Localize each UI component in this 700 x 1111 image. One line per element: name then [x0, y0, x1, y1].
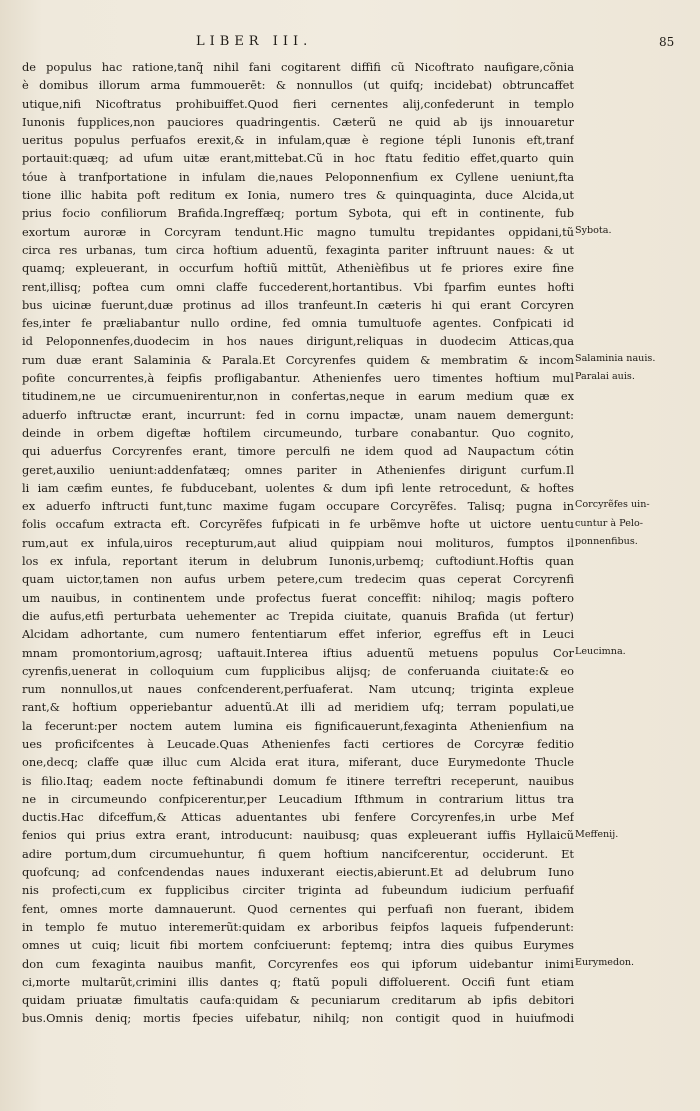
text-line: is filio.Itaq; eadem nocte feftinabundi domum fe itinere terreftri receperunt, nauibus: [22, 773, 574, 788]
text-line: titudinem,ne ue circumuenirentur,non in confertas,neque in earum medium quæ ex: [22, 389, 574, 404]
text-line: mnam promontorium,agrosq; uaftauit.Interea iftius aduentũ metuens populus Cor: [22, 645, 574, 660]
text-line: la fecerunt:per noctem autem lumina eis fignificauerunt,fexaginta Athenienfium na: [22, 718, 574, 733]
text-line: circa res urbanas, tum circa hoftium aduentũ, fexaginta pariter inftruunt naues: & ut: [22, 242, 574, 257]
text-line: in templo fe mutuo interemerũt:quidam ex arboribus feipfos laqueis fufpenderunt:: [22, 919, 574, 934]
text-line: fent, omnes morte damnauerunt. Quod cernentes qui perfuafi non fuerant, ibidem: [22, 901, 574, 916]
text-line: los ex infula, reportant iterum in delubrum Iunonis,urbemq; cuftodiunt.Hoftis quan: [22, 554, 574, 569]
text-line: pofite concurrentes,à feipfis profligabantur. Athenienfes uero timentes hoftium mul: [22, 371, 574, 386]
text-line: li iam cæfim euntes, fe fubducebant, uolentes & dum ipfi lente retrocedunt, & hoftes: [22, 480, 574, 495]
marginal-note: Corcyrẽfes uin-: [575, 499, 650, 511]
text-line: ci,morte multarũt,crimini illis dantes q; ftatũ populi diffoluerent. Occifi funt etiam: [22, 974, 574, 989]
page-number: 85: [659, 35, 675, 49]
text-line: folis occafum extracta eft. Corcyrẽfes fufpicati in fe urbẽmve hofte ut uictore uentu: [22, 517, 574, 532]
text-line: fes,inter fe præliabantur nullo ordine, fed omnia tumultuofe agentes. Confpicati id: [22, 316, 574, 331]
text-line: rum duæ erant Salaminia & Parala.Et Corcyrenfes quidem & membratim & incom: [22, 352, 574, 367]
text-line: ne in circumeundo confpicerentur,per Leucadium Ifthmum in contrarium littus tra: [22, 791, 574, 806]
text-line: ues proficifcentes à Leucade.Quas Athenienfes facti certiores de Corcyræ feditio: [22, 736, 574, 751]
text-line: omnes ut cuiq; licuit fibi mortem confciuerunt: feptemq; intra dies quibus Eurymes: [22, 938, 574, 953]
text-line: de populus hac ratione,tanq̃ nihil fani cogitarent diffifi cũ Nicoftrato naufigare,cõnia: [22, 60, 574, 74]
text-line: quamq; expleuerant, in occurfum hoftiũ mittũt, Athenièfibus ut fe priores exire fine: [22, 261, 574, 276]
text-line: geret,auxilio ueniunt:addenfatæq; omnes pariter in Athenienfes dirigunt curfum.Il: [22, 462, 574, 477]
marginal-note: Leucimna.: [575, 645, 626, 657]
text-line: bus.Omnis deniq; mortis fpecies uifebatur, nihilq; non contigit quod in huiufmodi: [22, 1011, 574, 1026]
text-line: rant,& hoftium opperiebantur aduentũ.At illi ad meridiem ufq; terram populati,ue: [22, 700, 574, 715]
text-line: quam uictor,tamen non aufus urbem petere,cum tredecim quas ceperat Corcyrenfi: [22, 572, 574, 587]
running-title: LIBER III.: [196, 34, 313, 49]
marginal-note: Sybota.: [575, 224, 612, 236]
text-line: qui aduerfus Corcyrenfes erant, timore perculfi ne idem quod ad Naupactum cótin: [22, 444, 574, 459]
text-line: rent,illisq; poftea cum omni claffe fuccederent,hortantibus. Vbi fparfim euntes hofti: [22, 279, 574, 294]
text-line: rum nonnullos,ut naues confcenderent,perfuaferat. Nam utcunq; triginta expleue: [22, 682, 574, 697]
text-line: id Peloponnenfes,duodecim in hos naues dirigunt,reliquas in duodecim Atticas,qua: [22, 334, 574, 349]
text-line: nis profecti,cum ex fupplicibus circiter triginta ad fubeundum iudicium perfuafif: [22, 883, 574, 898]
text-line: ductis.Hac difceffum,& Atticas aduentantes ubi fenfere Corcyrenfes,in urbe Mef: [22, 810, 574, 825]
marginal-note: Meffenij.: [575, 828, 619, 840]
text-line: tione illic habita poft reditum ex Ionia, numero tres & quinquaginta, duce Alcida,ut: [22, 188, 574, 203]
page-header: [0, 34, 700, 52]
marginal-note: Eurymedon.: [575, 956, 635, 968]
text-line: don cum fexaginta nauibus manfit, Corcyrenfes eos qui ipforum uidebantur inimi: [22, 956, 574, 971]
main-text-column: [22, 58, 574, 1028]
text-line: adire portum,dum circumuehuntur, fi quem hoftium nancifcerentur, occiderunt. Et: [22, 846, 574, 861]
text-line: die aufus,etfi perturbata uehementer ac Trepida ciuitate, quanuis Brafida (ut fertur): [22, 608, 574, 623]
text-line: Alcidam adhortante, cum numero fententiarum effet inferior, egreffus eft in Leuci: [22, 627, 574, 642]
text-line: quofcunq; ad confcendendas naues induxerant eiectis,abierunt.Et ad delubrum Iuno: [22, 865, 574, 880]
text-line: Iunonis fupplices,non pauciores quadringentis. Cæterũ ne quid ab ijs innouaretur: [22, 114, 574, 129]
text-line: cyrenfis,uenerat in colloquium cum fupplicibus alijsq; de conferuanda ciuitate:& eo: [22, 663, 574, 678]
marginal-note: Paralai auis.: [575, 371, 635, 383]
marginal-notes: [575, 58, 697, 1038]
text-line: deinde in orbem digeftæ hoftilem circumeundo, turbare conabantur. Quo cognito,: [22, 425, 574, 440]
text-line: aduerfo inftructæ erant, incurrunt: fed in cornu impactæ, unam nauem demergunt:: [22, 407, 574, 422]
text-line: exortum auroræ in Corcyram tendunt.Hic magno tumultu trepidantes oppidani,tũ: [22, 224, 574, 239]
text-line: portauit:quæq; ad ufum uitæ erant,mittebat.Cũ in hoc ftatu feditio effet,quarto quin: [22, 151, 574, 166]
text-line: tóue à tranfportatione in infulam die,naues Peloponnenfium ex Cyllene ueniunt,fta: [22, 169, 574, 184]
text-line: quidam priuatæ fimultatis caufa:quidam & pecuniarum creditarum ab ipfis debitori: [22, 993, 574, 1008]
text-line: prius focio confiliorum Brafida.Ingreffæq; portum Sybota, qui eft in continente, fub: [22, 206, 574, 221]
text-line: um nauibus, in continentem unde profectus fuerat conceffit: nihiloq; magis poftero: [22, 590, 574, 605]
text-line: ex aduerfo inftructi funt,tunc maxime fugam occupare Corcyrẽfes. Talisq; pugna in: [22, 499, 574, 514]
text-line: rum,aut ex infula,uiros recepturum,aut aliud quippiam noui molituros, fumptos il: [22, 535, 574, 550]
marginal-note: Salaminia nauis.: [575, 352, 656, 364]
marginal-note: cuntur à Pelo-: [575, 517, 643, 529]
text-line: bus uicinæ fuerunt,duæ protinus ad illos tranfeunt.In cæteris hi qui erant Corcyren: [22, 297, 574, 312]
text-line: è domibus illorum arma fummouerēt: & nonnullos (ut quifq; incidebat) obtruncaffet: [22, 78, 574, 93]
marginal-note: ponnenfibus.: [575, 535, 638, 547]
text-line: one,decq; claffe quæ illuc cum Alcida erat itura, miferant, duce Eurymedonte Thucle: [22, 755, 574, 770]
text-line: fenios qui prius extra erant, introducunt: nauibusq; quas expleuerant iuffis Hyllaicũ: [22, 828, 574, 843]
text-line: utique,nifi Nicoftratus prohibuiffet.Quod fieri cernentes alij,confederunt in templo: [22, 96, 574, 111]
text-line: ueritus populus perfuafos erexit,& in infulam,quæ è regione tépli Iunonis eft,tranf: [22, 133, 574, 148]
